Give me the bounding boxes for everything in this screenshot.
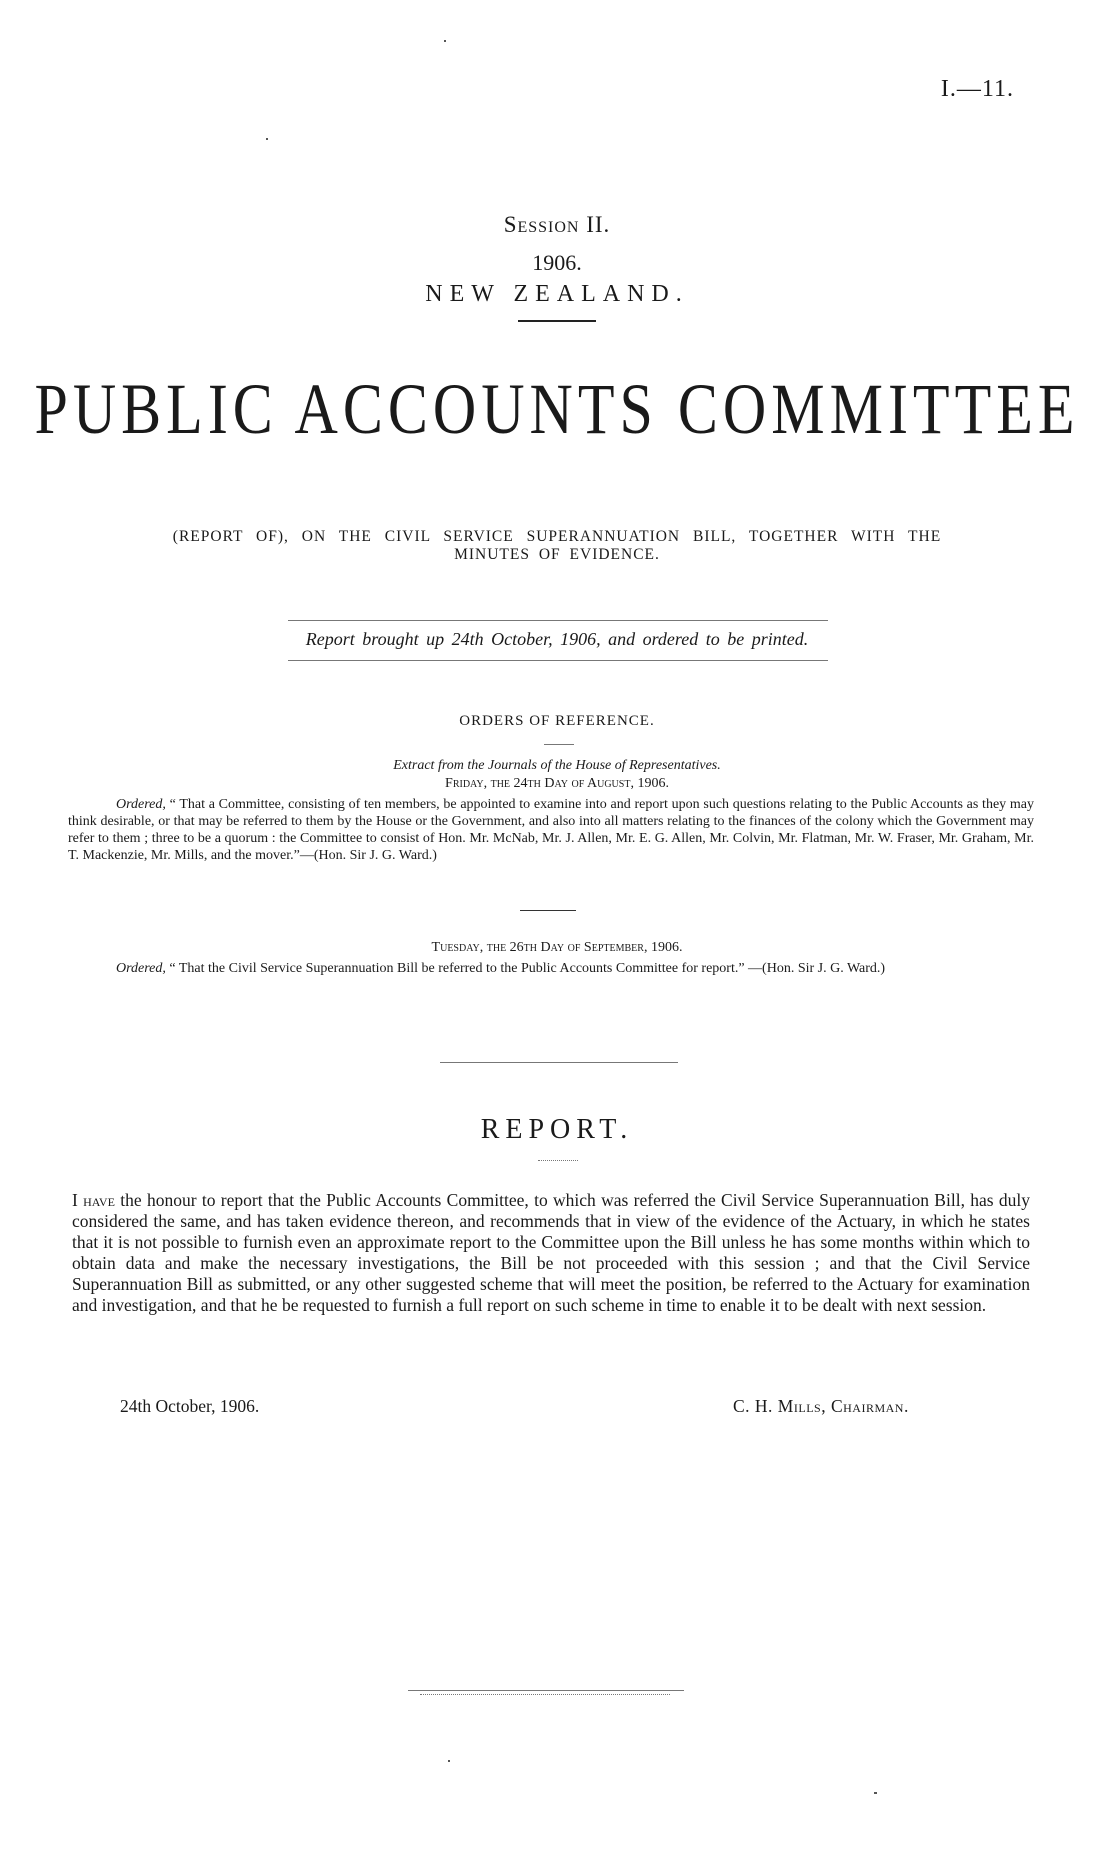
- session-label: Session II.: [503, 212, 611, 237]
- report-heading-rule: [538, 1160, 578, 1161]
- report-text: the honour to report that the Public Accounts Committee, to which was referred the Civil Service Superannuation Bill, has duly considered the same, and has taken evidence thereon, and recommends that in view of the evidence of the Actuary, in which he states that it is not possible to furnish even an approximate report to the Committee upon the Bill unless he has some months within which to obtain data and make the necessary investigations, the Bill be not proceeded with this session ; and that the Civil Service Superannuation Bill as submitted, or any other suggested scheme that will meet the position, be referred to the Actuary for examination and investigation, and that he be requested to furnish a full report on such scheme in time to enable it to be dealt with next session.: [72, 1190, 1031, 1315]
- order-2: [68, 960, 1034, 977]
- order-date-2: Tuesday, the 26th Day of September, 1906.: [431, 940, 683, 955]
- orders-heading-rule: [544, 744, 574, 745]
- order-1-text: “ That a Committee, consisting of ten members, be appointed to examine into and report upon such questions relating to the Public Accounts as they may think desirable, or that may be referred to them by the House or the Government, and also into all matters relating to the finances of the colony which the Government may refer to them ; three to be a quorum : the Committee to consist of Hon. Mr. McNab, Mr. J. Allen, Mr. E. G. Allen, Mr. Colvin, Mr. Flatman, Mr. W. Fraser, Mr. Graham, Mr. T. Mackenzie, Mr. Mills, and the mover.”—(Hon. Sir J. G. Ward.): [68, 797, 1034, 863]
- chairman-signature: C. H. Mills, Chairman.: [733, 1396, 909, 1416]
- order-date-1: Friday, the 24th Day of August, 1906.: [445, 776, 669, 791]
- journal-extract: Extract from the Journals of the House of Representatives.: [393, 758, 721, 773]
- report-lead: I have: [72, 1190, 115, 1210]
- section-divider: [440, 1062, 678, 1063]
- speck: [874, 1792, 877, 1794]
- subtitle-line-1: (REPORT OF), ON THE CIVIL SERVICE SUPERANNUATION BILL, TOGETHER WITH THE: [172, 528, 942, 545]
- speck: [444, 40, 446, 42]
- orders-heading: ORDERS OF REFERENCE.: [459, 713, 655, 729]
- orders-divider: [520, 910, 576, 911]
- speck: [448, 1760, 450, 1762]
- page-reference: I.—11.: [940, 76, 1014, 102]
- year-label: 1906.: [532, 250, 582, 275]
- report-body: [72, 1190, 1030, 1316]
- order-2-text: “ That the Civil Service Superannuation Bill be referred to the Public Accounts Committee for report.” —(Hon. Sir J. G. Ward.): [169, 961, 886, 976]
- order-1-label: Ordered,: [116, 797, 166, 812]
- order-1: [68, 796, 1034, 864]
- order-2-label: Ordered,: [116, 961, 166, 976]
- main-title: PUBLIC ACCOUNTS COMMITTEE: [34, 369, 1080, 449]
- report-date: 24th October, 1906.: [120, 1396, 260, 1416]
- report-heading: REPORT.: [480, 1114, 634, 1145]
- presentation-line: Report brought up 24th October, 1906, and ordered to be printed.: [305, 629, 809, 649]
- speck: [266, 138, 268, 140]
- closing-rule: [408, 1690, 684, 1691]
- title-divider: [518, 320, 596, 322]
- presentation-rule-top: [288, 620, 828, 621]
- country-label: NEW ZEALAND.: [425, 281, 689, 307]
- subtitle-line-2: MINUTES OF EVIDENCE.: [454, 546, 660, 563]
- closing-rule-2: [420, 1694, 670, 1695]
- presentation-rule-bottom: [288, 660, 828, 661]
